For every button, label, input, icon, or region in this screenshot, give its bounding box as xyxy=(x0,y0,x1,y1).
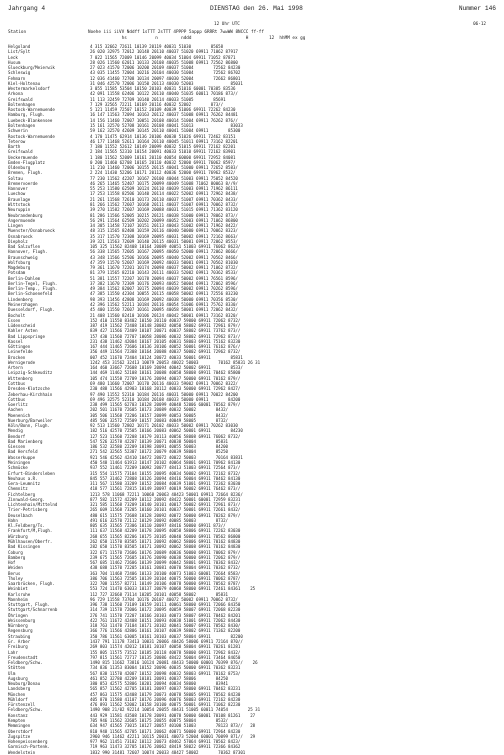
station-groups: 457 863 11575 42408 10179 20073 40078 58005 69911 70562 84230 xyxy=(90,691,241,697)
station-groups: 69 480 11660 72007 10170 20116 40033 59002 69911 70062 8322/ xyxy=(90,381,238,386)
station-groups: 152 410 11550 83402 10150 20110 40037 59000 69911 72062 8732/ xyxy=(90,317,241,323)
station-groups: 49 384 11562 82007 10175 20094 40039 50002 69911 70262 8596/ xyxy=(90,286,238,292)
station-groups: 396 738 11560 73109 10159 20111 40061 58000 69911 72066 84350 xyxy=(90,602,241,608)
station-groups: 450 548 11464 61913 10147 20102 40064 58001 69911 70962 84130 xyxy=(90,459,241,465)
station-groups: 31 046 42570 72006 10150 20113 40030 52003 85031 xyxy=(90,80,243,86)
station-groups: 56 291 11564 62509 10202 20099 40052 52003 69911 71062 86800 xyxy=(90,217,238,223)
station-groups: 167 444 11465 72606 10136 20106 40052 50001 69911 76162 876// xyxy=(90,344,241,350)
station-groups: 1490 815 11662 73816 10124 20081 48433 50000 60001 70399 876// 26 xyxy=(90,660,258,666)
station-groups: 238 499 11565 62703 10128 20099 40048 52006 60001 70562 879// xyxy=(90,402,241,408)
station-name: Würzburg xyxy=(8,533,28,539)
station-groups: 112 727 32668 73114 10205 20101 40058 58002 85831 xyxy=(90,591,229,597)
station-name: Berus xyxy=(8,570,21,576)
station-name: Hannover xyxy=(8,186,28,192)
station-name: Diepholz xyxy=(8,238,28,244)
station-groups: 42 396 11562 52211 10184 20116 40054 51006 69911 75762 8330/ xyxy=(90,302,238,308)
station-groups: 476 893 11562 52002 10158 20100 40075 50001 69911 71062 82230 xyxy=(90,702,241,708)
station-groups: 5 121 11459 72507 10152 20109 40039 51006 69911 72262 84230 xyxy=(90,107,236,113)
station-groups: 418 577 11561 72815 10149 20097 40019 50002 69911 76462 873// xyxy=(90,486,241,492)
station-groups: 705 946 11562 32605 10175 20055 40075 58004 8532/ xyxy=(90,718,229,723)
station-groups: 271 542 32565 52307 10172 20079 40039 58004 85250 xyxy=(90,449,229,455)
station-groups: 127 523 11560 72208 10179 20113 40056 58008 69911 76062 8732/ xyxy=(90,433,241,439)
station-name: Helgoland xyxy=(8,44,31,49)
station-name: Osnabrueck xyxy=(8,233,33,239)
station-name: Braunlage xyxy=(8,196,31,202)
station-name: Kempten xyxy=(8,718,26,723)
station-groups: 1490 908 21/02 92214 10054 20055 48431 51005 60011 74054 25 31 xyxy=(90,707,261,713)
station-groups: 4 170 11475 62914 10136 20106 40038 51026 69911 72462 83151 xyxy=(90,133,236,139)
station-name: Berlin-Schoenefeld xyxy=(8,291,53,297)
station-name: Oberstdorf xyxy=(8,728,33,734)
station-name: Hof xyxy=(8,560,16,566)
station-groups: 34 305 11458 72107 10151 20113 40043 51002 69911 71962 8422/ xyxy=(90,223,238,229)
station-name: Cottbus xyxy=(8,381,26,386)
station-groups: 262 658 11570 83505 10171 20092 40062 58006 69911 70162 84830 xyxy=(90,538,241,544)
station-groups: 877 582 11572 42209 10112 20092 48422 50001 60001 72959 83231 xyxy=(90,496,241,502)
station-groups: 937 552 11461 72209 10092 20077 48413 51003 69911 72564 873// xyxy=(90,465,241,471)
station-name: Weiden xyxy=(8,565,23,571)
station-groups: 282 658 11570 83505 10171 20092 40062 58008 69911 70162 84830 xyxy=(90,544,241,550)
issue-number: Nummer 146 xyxy=(458,5,496,12)
station-name: Neuhaus a.R. xyxy=(8,475,38,481)
station-name: Nuerburg/Barweiler xyxy=(8,417,53,423)
station-name: Hohenpeissenberg xyxy=(8,739,48,745)
station-name: Berlin-Dahlem xyxy=(8,275,41,281)
station-name: Rostock-Warnemuende xyxy=(8,133,55,139)
station-name: Hahn xyxy=(8,517,18,523)
station-name: Greifswald xyxy=(8,149,33,155)
station-groups: 485 506 32572 72509 10157 20083 40049 58005 8732/ xyxy=(90,417,229,423)
station-groups: 51 381 11557 72207 10178 20094 40037 50002 69911 76561 8596/ xyxy=(90,275,238,281)
station-name: Soltau xyxy=(8,175,23,181)
station-groups: 157 430 11560 72707 10058 20086 40032 58002 69911 72962 873// xyxy=(90,333,241,339)
station-name: Westermarkelsdorf xyxy=(8,86,50,92)
station-groups: 81 286 11566 52005 10215 20121 40038 51000 69911 78062 873// xyxy=(90,212,238,218)
report-code: 06-12 xyxy=(473,22,486,27)
station-name: Leck xyxy=(8,54,18,60)
station-groups: 2960 946 11462 42211 10115 20031 40073 52004 60001 70099 871// 29 xyxy=(90,733,256,739)
station-name: Leipzig-Schkeuditz xyxy=(8,370,53,376)
station-name: Mühlhausen/Oberfr. xyxy=(8,538,53,544)
station-groups: 3 055 11585 53504 10150 20103 40031 51016 60001 70385 83536 xyxy=(90,86,236,92)
station-groups: 16 147 11563 72094 10163 20112 40037 51008 69911 76262 84481 xyxy=(90,112,238,118)
station-name: Boltenhagen xyxy=(8,101,36,107)
station-groups: 567 838 11570 42007 10152 20098 40032 58003 69911 70162 8753/ xyxy=(90,670,241,676)
station-name: Weissenburg xyxy=(8,617,36,623)
station-groups: 47 359 11570 52607 10169 20092 40033 50001 69911 70562 81030 xyxy=(90,259,238,265)
volume-label: Jahrgang 4 xyxy=(8,5,46,12)
station-groups: 565 857 11562 42705 10181 20097 40037 58000 69911 70462 83231 xyxy=(90,686,241,692)
station-name: Brocken xyxy=(8,354,26,360)
station-name: Lindenberg xyxy=(8,296,33,302)
station-name: Feldberg/Schw. xyxy=(8,660,43,666)
station-name: Leinefelde xyxy=(8,349,33,355)
station-groups: 39 321 11563 72609 10140 20115 40031 50001 69911 72062 8553/ xyxy=(90,238,238,244)
station-name: Ulm xyxy=(8,670,16,676)
station-groups: 26 020 32975 72012 10148 20110 40037 51020 69911 71062 87917 xyxy=(90,49,238,55)
station-name: Berlin-Temp., Flugh. xyxy=(8,286,58,292)
station-name: Bocholt xyxy=(8,312,26,318)
station-name: Neuruppin xyxy=(8,207,31,213)
station-groups: 921 546 42562 42410 10472 20072 40022 50003 70164 83831 xyxy=(90,454,243,460)
station-groups: 443 929 11581 43508 10178 20091 40078 50000 60001 70108 81261 27 xyxy=(90,712,256,718)
station-groups: 1832 990 31481 72607 10074 20033 48427 58002 70362 87301 xyxy=(90,749,246,755)
station-name: Köln/Bonn, Flugh. xyxy=(8,423,50,429)
station-groups: 805 635 31565 72306 10110 20097 48416 50000 69911 873// xyxy=(90,523,226,529)
station-name: Augsburg xyxy=(8,675,28,681)
time-zone-label: 12 Uhr UTC xyxy=(214,22,240,27)
station-name: Moenenich xyxy=(8,412,31,418)
station-name: Wittenberg xyxy=(8,375,33,381)
station-groups: 46 265 11465 52407 10175 20099 40049 51008 71062 80063 8//9/ xyxy=(90,180,238,186)
station-groups: 239 675 11565 72605 10176 20090 40038 50000 69911 72062 879// xyxy=(90,554,241,560)
station-groups: 45 400 11550 72607 10161 20095 40058 58001 69911 72062 8432/ xyxy=(90,307,238,313)
station-name: Kahler Asten xyxy=(8,328,38,334)
station-groups: 810 948 11565 42705 10171 20062 40071 50000 69911 72964 84230 xyxy=(90,728,241,734)
station-name: Hannover, Flugh. xyxy=(8,249,48,255)
station-name: Luebeck-Blankensee xyxy=(8,117,53,123)
station-name: Muenster/Osnabrueck xyxy=(8,228,55,234)
station-groups: 43 348 11566 52506 10166 20095 40040 52002 69911 70562 8466/ xyxy=(90,254,238,260)
station-groups: 491 616 32570 72112 10129 20092 40085 50003 8732/ xyxy=(90,517,229,523)
station-groups: 182 516 42570 72505 10166 20083 40062 50001 69911 84230 xyxy=(90,428,243,434)
station-name: Garmisch-Partenk. xyxy=(8,744,50,750)
station-groups: 2 224 11430 52206 10171 20112 40036 52000 69911 76962 8532/ xyxy=(90,170,236,176)
station-groups: 268 655 11565 82206 10175 20105 40040 50000 69911 70562 86800 xyxy=(90,533,241,539)
station-name: Fürstenzell xyxy=(8,702,36,708)
station-name: Frankfurt/M,Flugh. xyxy=(8,528,53,534)
station-name: Luechow xyxy=(8,191,26,197)
station-name: Duesseldorf, Flugh. xyxy=(8,307,55,313)
station-groups: 276 741 11570 72207 10166 20103 40073 58007 69911 70462 84201 xyxy=(90,612,241,618)
station-name: Freiburg xyxy=(8,644,28,650)
station-groups: 007 452 11670 72404 10124 20072 40033 50001 69911 85831 xyxy=(90,354,243,360)
station-groups: 55 253 11580 62509 10124 20110 40039 51003 69911 71962 86111 xyxy=(90,186,238,192)
station-groups: 81 266 11562 72607 10168 20111 40037 51007 69911 70062 8732/ xyxy=(90,201,238,207)
station-groups: 7 129 32565 72211 10169 20116 40032 52002 873// xyxy=(90,101,224,107)
station-groups: 1213 578 11068 72211 10068 20063 48423 50001 69911 72664 8236/ xyxy=(90,491,243,497)
station-groups: 96 729 11558 73704 10176 20107 40072 50002 69911 70062 8732/ xyxy=(90,596,238,602)
group-column-sublabels: hs n nddd H 12 hhMM ex gg xyxy=(88,36,306,41)
station-name: Bad Hersfeld xyxy=(8,449,38,455)
station-name: Cottbus xyxy=(8,396,26,402)
station-name: Arkona xyxy=(8,91,23,97)
station-name: Weinbiet xyxy=(8,586,28,592)
station-name: Husum xyxy=(8,59,21,65)
station-groups: 380 853 42575 52806 10201 20094 40034 58000 83941 xyxy=(90,681,229,687)
station-name: Konstanz xyxy=(8,712,28,718)
station-groups: 567 685 11462 72606 10139 20099 40042 58001 69911 70362 8432/ xyxy=(90,560,241,566)
station-name: Rostock-Warnemuende xyxy=(8,107,55,113)
station-groups: 634 947 41565 73015 10127 20057 40100 51003 78123 873// 28 xyxy=(90,723,256,729)
station-groups: 231 438 11462 42004 10167 20105 40031 58003 69911 75162 83230 xyxy=(90,338,241,344)
station-groups: 81 379 11565 82210 10143 20111 40033 52002 69911 70362 8533/ xyxy=(90,270,238,276)
station-groups: 21 261 11568 72610 10173 20110 40037 51007 69911 70362 8433/ xyxy=(90,196,238,202)
station-groups: 164 460 33667 72608 10169 20094 40042 50002 69911 8533/ xyxy=(90,365,243,371)
station-name: Kassel xyxy=(8,338,23,344)
station-name: Freudenstadt xyxy=(8,654,38,660)
station-groups: 11 210 11460 72006 10155 20115 40041 51000 69911 72652 8583/ xyxy=(90,165,238,171)
station-groups: 322 671 11570 72606 10176 20089 40036 50000 69911 70062 879// xyxy=(90,549,241,555)
station-groups: 461 852 32780 42209 10181 20091 40037 58006 84250 xyxy=(90,675,229,681)
station-name: Emden-Flugplatz xyxy=(8,159,45,165)
station-name: Göttingen xyxy=(8,344,31,350)
station-name: Zugspitze xyxy=(8,733,31,739)
station-name: Lüdenscheid xyxy=(8,323,36,329)
station-name: Lahr xyxy=(8,649,18,655)
station-groups: 438 688 11570 72205 10161 20081 40070 58004 69911 70362 8732/ xyxy=(90,565,241,571)
station-name: Landsberg xyxy=(8,686,31,692)
station-name: Stuttgart, Flugh. xyxy=(8,602,50,608)
station-name: Saarbrücken, Flugh. xyxy=(8,581,55,587)
station-name: Meinerzhagen xyxy=(8,302,38,308)
station-name: Wolfsburg xyxy=(8,259,31,265)
station-name: Berlin-Tegel, Flugh. xyxy=(8,280,58,286)
station-name: Feldberg/Schw. xyxy=(8,707,43,713)
station-name: Zinnwald-Georg. xyxy=(8,496,45,502)
station-groups: 56 338 11565 72605 10167 20095 40050 52000 69911 72062 8666/ xyxy=(90,249,238,255)
station-groups: 977 962 11451 73102 10112 20073 48462 57064 69911 70562 8423/ xyxy=(90,739,241,745)
station-groups: 2 184 11565 52310 10154 20091 40033 51010 69911 72162 83901 xyxy=(90,149,236,155)
date-label: DIENSTAG den 26. Mai 1998 xyxy=(210,5,303,12)
station-name: Wasserkuppe xyxy=(8,454,36,460)
station-name: Schmücke xyxy=(8,465,28,471)
station-groups: 144 469 11462 52108 10161 20088 40058 58008 69911 70462 85800 xyxy=(90,370,241,376)
station-name: Tholey xyxy=(8,575,23,581)
station-groups: 480 615 11575 72608 10128 20092 40072 50000 69911 70262 879// xyxy=(90,512,241,518)
station-name: Boltenhagen xyxy=(8,122,36,128)
station-name: Essen xyxy=(8,317,21,323)
station-name: Stuttgart/Schnarrenb xyxy=(8,607,58,613)
station-name: Bad Kissingen xyxy=(8,544,41,550)
station-name: Dresden-Klotzsche xyxy=(8,386,50,392)
station-table xyxy=(8,44,496,755)
station-name: Kiel-Holtenau xyxy=(8,80,41,86)
page-header xyxy=(8,4,496,14)
station-groups: 17 253 11558 82506 10140 20114 40022 52002 69911 72962 8438/ xyxy=(90,191,238,197)
station-groups: 734 836 11353 83004 10152 20096 40035 50000 69911 70362 83231 xyxy=(90,665,241,671)
station-name: Bremervoerde xyxy=(8,180,38,186)
station-name: Potsdam xyxy=(8,270,26,276)
station-name: Gr. Arber xyxy=(8,639,31,645)
station-name: Neubrandenburg xyxy=(8,212,43,218)
station-groups: 839 427 11566 72409 10107 20071 40037 58002 69911 73762 873// xyxy=(90,328,241,334)
station-name: List/Sylt xyxy=(8,49,31,55)
station-groups: 322 708 11557 82711 10149 20106 40078 50000 69911 70562 8787/ xyxy=(90,581,241,587)
station-groups: 27 023 41570 72006 10200 20109 40037 51004 72562 84230 xyxy=(90,65,241,71)
station-groups: 92 513 11560 72802 10171 20102 40033 50002 69911 70262 83030 xyxy=(90,423,238,429)
group-column-labels: Noehe iii iiVV Nddff 1sTTT 2sTTT 4PPPP 5appp 6RRRt 7wwWW 8NCCC ff-ff xyxy=(88,30,264,35)
station-name: Trier-Petrisberg xyxy=(8,507,48,513)
station-name: Regensburg xyxy=(8,628,33,634)
station-groups: 77 230 11562 42207 10167 20100 40044 51003 69911 75052 84520 xyxy=(90,175,238,181)
station-groups: 14 156 11460 72007 10051 20108 40014 51004 69911 76262 876// xyxy=(90,117,238,123)
station-groups: 405 870 11580 41107 10176 20096 40076 58003 69911 72162 84230 xyxy=(90,696,241,702)
station-name: Aachen xyxy=(8,407,23,413)
station-name: Bad Marienberg xyxy=(8,438,43,444)
station-groups: 21 408 11560 82410 10106 20124 40042 50001 69911 73162 8320/ xyxy=(90,312,238,318)
station-name: Teterow xyxy=(8,138,26,144)
station-groups: 7 180 11552 52612 10149 20099 40032 51015 69911 72162 82201 xyxy=(90,144,236,150)
station-groups: 230 488 11566 42903 10168 20112 40033 50000 69911 72962 8427/ xyxy=(90,386,241,392)
station-groups: 1242 453 31562 32413 10079 20053 40022 50003 70162 85831 26 31 xyxy=(90,359,261,365)
station-name: Lichtenhain/Mittelnd xyxy=(8,502,58,508)
station-name: Kl.Feldberg/Ts. xyxy=(8,523,45,529)
station-name: Coburg xyxy=(8,549,23,555)
station-groups: 387 419 11562 72408 10148 20082 40050 58002 69911 72961 879// xyxy=(90,323,241,329)
station-name: Gera-Leumnitz xyxy=(8,481,41,487)
station-name: Straubing xyxy=(8,633,31,639)
station-name: Wendelstein xyxy=(8,749,36,755)
station-groups: 321 585 11568 73209 10140 20101 40017 50002 69911 72961 873// xyxy=(90,502,241,508)
station-groups: 98 393 11456 42808 10169 20092 40038 50000 69911 70356 8530/ xyxy=(90,296,238,302)
station-name: Erfurt-Bindersleben xyxy=(8,470,55,476)
station-name: Memmingen xyxy=(8,723,31,729)
station-groups: 422 761 11672 42408 10151 20093 40038 51001 69911 72062 84430 xyxy=(90,617,241,623)
station-name: Barth xyxy=(8,144,21,150)
station-name: Angermuende xyxy=(8,217,36,223)
station-name: Zeberhau-Kirchhain xyxy=(8,391,53,397)
station-groups: 11 113 32459 72709 10140 20114 40033 51005 85691 xyxy=(90,96,226,102)
station-name: Magdeburg xyxy=(8,265,31,271)
station-groups: 42 091 11558 62406 10122 20110 40040 51035 60011 70186 873// xyxy=(90,91,238,97)
station-column-label: Station xyxy=(8,30,27,35)
station-name: Deuselbach xyxy=(8,512,33,518)
station-name: Ueckermuende xyxy=(8,154,38,160)
station-groups: 363 704 11468 72406 10133 20100 40073 51003 60001 72664 8583/ xyxy=(90,570,241,576)
station-name: Oldenburg xyxy=(8,165,31,171)
station-name: Giessen xyxy=(8,444,26,450)
station-groups: 37 382 11670 72309 10176 20093 40052 50004 69911 72062 8596/ xyxy=(90,280,238,286)
station-name: Bad Salzuflen xyxy=(8,244,41,250)
station-groups: 155 805 11575 73512 10185 20118 40078 58000 69911 72962 8432/ xyxy=(90,649,241,655)
station-name: Lingen xyxy=(8,223,23,229)
station-name: Greifswald xyxy=(8,96,33,102)
station-name: Glueckburg/Meierwik xyxy=(8,65,55,71)
station-groups: 39 270 11582 72607 10169 20088 40031 51015 69911 71362 83120 xyxy=(90,207,238,213)
station-groups: 7 022 11565 72009 10146 20099 40034 51004 69911 71052 87871 xyxy=(90,54,236,60)
station-name: Artern xyxy=(8,365,23,371)
station-groups: 186 532 32580 22209 10198 20091 40055 50003 84200 xyxy=(90,444,229,450)
station-name: Neuburg/Donau xyxy=(8,681,41,687)
station-groups: 4 315 32662 72611 10139 20119 40031 51030 85658 xyxy=(90,44,224,49)
station-groups: 47 385 11550 42304 10055 20115 40058 50002 69911 72556 83230 xyxy=(90,291,238,297)
station-name: Bamberg xyxy=(8,554,26,560)
station-groups: 314 739 11578 72006 10172 20095 40059 58007 69911 72068 82230 xyxy=(90,607,241,613)
station-groups: 1437 791 11178 73413 10031 20066 48426 58006 69911 72164 870// xyxy=(90,639,243,645)
station-groups: 59 162 32570 42609 10145 20110 40041 51004 69911 85300 xyxy=(90,128,241,134)
station-name: Stötten xyxy=(8,665,26,671)
report-meta xyxy=(8,20,496,29)
station-groups: 12 036 41460 72708 10134 20097 40030 52004 72662 86801 xyxy=(90,75,241,81)
station-groups: 547 526 32578 42207 10139 20071 40038 50004 85831 xyxy=(90,438,229,444)
station-groups: 265 609 11568 73205 10160 20101 40037 50001 69911 72661 8432/ xyxy=(90,507,241,513)
station-name: Hamburg, Flugh. xyxy=(8,112,45,118)
station-groups: 386 706 11563 72505 10139 20104 40075 50000 69911 70062 8787/ xyxy=(90,575,241,581)
station-groups: 48 315 11565 82408 10159 20116 40040 50000 69911 70062 8323/ xyxy=(90,228,238,234)
station-name: Meiningen xyxy=(8,459,31,465)
station-groups: 845 557 31462 72808 10126 20094 48416 50004 69911 70462 84130 xyxy=(90,475,241,481)
station-name: Mühldorf xyxy=(8,696,28,702)
station-groups: 0 200 11460 62708 10165 20110 40032 52000 69911 76062 8597/ xyxy=(90,159,236,165)
station-groups: 311 567 11580 33209 10152 20084 40039 51001 69911 72362 83030 xyxy=(90,481,241,487)
station-name: Nürnberg xyxy=(8,623,28,629)
station-name: Fichtelberg xyxy=(8,491,36,497)
station-groups: 43 035 11455 72004 10216 20104 40030 51004 72562 86702 xyxy=(90,70,241,76)
station-groups: 305 506 11568 72206 10157 20099 40053 50005 8432/ xyxy=(90,412,229,418)
station-groups: 69 496 32575 52310 10184 20108 40033 50000 69911 84200 xyxy=(90,396,241,402)
station-name: Karlsruhe xyxy=(8,591,31,597)
station-name: München xyxy=(8,691,26,697)
station-name: Schwerin xyxy=(8,128,28,134)
station-groups: 356 449 11564 72308 10164 20088 40037 50002 69911 72962 8732/ xyxy=(90,349,241,355)
station-name: Mannheim xyxy=(8,596,28,602)
station-groups: 553 724 11470 63033 10137 20079 40068 58000 69911 72461 84361 25 xyxy=(90,586,256,592)
station-groups: 111 637 11568 42209 10178 20095 40058 58006 69911 72262 83030 xyxy=(90,528,241,534)
station-groups: 202 501 11670 72605 10173 20089 40032 50002 8432/ xyxy=(90,407,229,413)
station-groups: 79 361 11670 72201 10174 20098 40037 50002 69911 71062 8732/ xyxy=(90,265,238,271)
station-name: Schleswig xyxy=(8,70,31,76)
station-groups: 105 325 11562 82408 10164 20089 40051 51003 69911 76062 8623/ xyxy=(90,244,241,250)
station-groups: 97 490 11552 52310 10184 20116 40031 50000 69911 70022 84200 xyxy=(90,391,238,397)
station-groups: 315 554 11575 73104 10155 20095 40034 50002 69911 72162 8732/ xyxy=(90,470,241,476)
station-name: Öhringen xyxy=(8,612,28,618)
column-header xyxy=(8,30,496,43)
station-groups: 1 180 11562 52009 10161 20110 40054 60000 69911 72952 84081 xyxy=(90,154,236,160)
station-groups: 269 803 11574 42012 10181 20107 40058 58004 69911 70261 81281 xyxy=(90,644,241,650)
station-name: Braunschweig xyxy=(8,254,38,260)
station-name: Wernigerode xyxy=(8,359,36,365)
station-groups: 105 474 11558 72709 10176 20094 40037 50000 69911 70162 879// xyxy=(90,375,241,381)
station-groups: 719 963 11473 32705 10176 20062 48419 58022 69911 72366 84362 xyxy=(90,744,241,750)
station-groups: 28 026 11560 62011 10133 20108 40035 51008 69911 72562 86800 xyxy=(90,59,238,65)
station-name: Bendorf xyxy=(8,433,26,439)
station-groups: 35 317 11570 72308 10169 20095 40031 50002 69911 72162 8663/ xyxy=(90,233,238,239)
station-name: Bremen, Flugh. xyxy=(8,170,43,176)
station-name: Goerlitz xyxy=(8,402,28,408)
station-name: Mendig xyxy=(8,428,23,434)
station-name: Chemnitz xyxy=(8,486,28,492)
station-groups: 318 763 11470 73104 10171 20102 40041 50007 69911 70562 8430/ xyxy=(90,623,241,629)
station-groups: 350 786 11561 63005 10161 20103 40037 58004 69911 82200 xyxy=(90,633,243,639)
table-row xyxy=(8,750,496,755)
station-groups: 46 177 11468 52611 10164 20110 40045 51011 69911 73162 82201 xyxy=(90,138,238,144)
station-name: Fehmarn xyxy=(8,75,26,81)
station-groups: 797 815 11561 72717 10135 20086 48422 50004 69911 73464 84650 xyxy=(90,654,241,660)
station-name: Bad Lippspringe xyxy=(8,333,45,339)
station-groups: 366 776 11566 42806 10161 20107 40039 58002 69911 71362 82200 xyxy=(90,628,241,634)
station-name: Wittstock xyxy=(8,201,31,207)
station-groups: 15 161 32570 52708 10161 20108 40041 51013 83033 xyxy=(90,122,243,128)
